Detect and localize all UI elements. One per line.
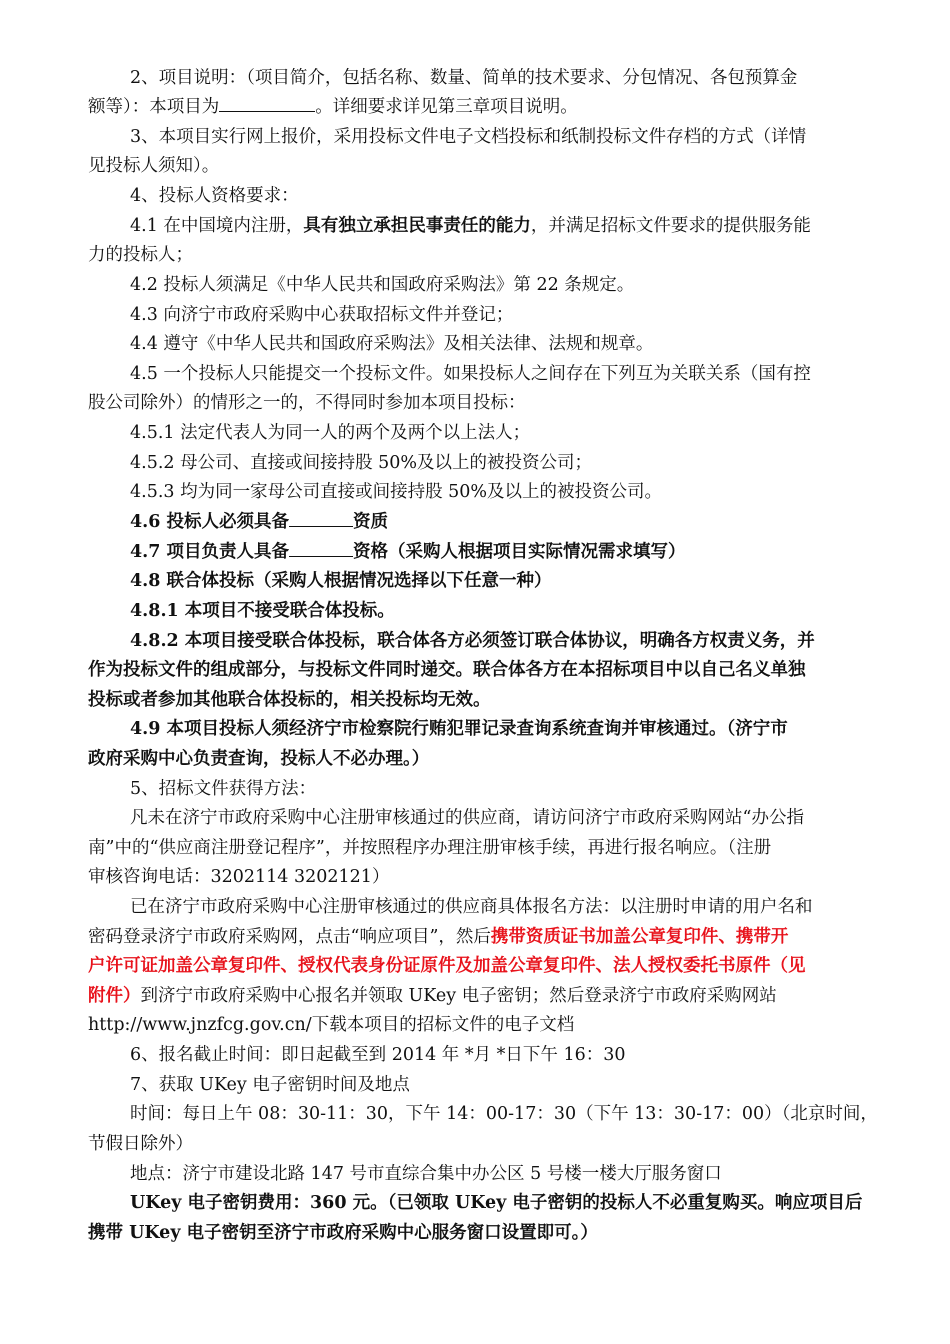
text: 4.5 一个投标人只能提交一个投标文件。如果投标人之间存在下列互为关联关系（国有控 <box>130 364 811 384</box>
item-5-para-1 <box>130 804 804 832</box>
item-7-heading <box>130 1071 410 1099</box>
text: 额等）：本项目为 <box>88 97 220 117</box>
item-4-6 <box>130 508 388 536</box>
item-4-8-2 <box>130 627 815 655</box>
text: 到济宁市政府采购中心报名并领取 UKey 电子密钥；然后登录济宁市政府采购网站 <box>140 986 777 1006</box>
red-highlight-text: 携带资质证书加盖公章复印件、携带开 <box>490 927 789 947</box>
item-5-para-1-cont-2 <box>88 863 389 891</box>
item-3-online-quote <box>130 123 806 151</box>
item-4-8-2-cont <box>88 656 806 684</box>
text: http://www.jnzfcg.gov.cn/下载本项目的招标文件的电子文档 <box>88 1015 575 1035</box>
text: 见投标人须知）。 <box>88 156 220 176</box>
text: 4.4 遵守《中华人民共和国政府采购法》及相关法律、法规和规章。 <box>130 334 654 354</box>
text: 4.1 在中国境内注册， <box>130 216 304 236</box>
text: 4.2 投标人须满足《中华人民共和国政府采购法》第 22 条规定。 <box>130 275 635 295</box>
item-7-location <box>130 1160 722 1188</box>
text: 地点：济宁市建设北路 147 号市直综合集中办公区 5 号楼一楼大厅服务窗口 <box>130 1164 722 1184</box>
item-6-deadline <box>130 1041 626 1069</box>
text: 4.5.3 均为同一家母公司直接或间接持股 50%及以上的被投资公司。 <box>130 482 663 502</box>
item-5-para-2-cont-2 <box>88 952 806 980</box>
text: 凡未在济宁市政府采购中心注册审核通过的供应商，请访问济宁市政府采购网站“办公指 <box>130 808 804 828</box>
text: 7、获取 UKey 电子密钥时间及地点 <box>130 1075 410 1095</box>
text: 时间：每日上午 08：30-11：30，下午 14：00-17：30（下午 13：30-17：00）（北京时间， <box>130 1104 878 1124</box>
text: 4.8.1 本项目不接受联合体投标。 <box>130 601 395 621</box>
item-7-time-cont <box>88 1130 193 1158</box>
item-4-5-1 <box>130 419 530 447</box>
text: 南”中的“供应商注册登记程序”，并按照程序办理注册审核手续，再进行报名响应。（注册 <box>88 838 772 858</box>
text: 资质 <box>353 512 389 532</box>
website-url <box>88 1011 574 1039</box>
text: ，并满足招标文件要求的提供服务能 <box>530 216 811 236</box>
item-5-para-2 <box>130 893 813 921</box>
text: 4.5.1 法定代表人为同一人的两个及两个以上法人； <box>130 423 531 443</box>
text: 4.8 联合体投标（采购人根据情况选择以下任意一种） <box>130 571 552 591</box>
item-4-8-2-cont-2 <box>88 686 491 714</box>
red-highlight-text: 附件） <box>88 986 141 1006</box>
text: 投标或者参加其他联合体投标的，相关投标均无效。 <box>88 690 491 710</box>
item-5-para-2-cont <box>88 923 788 951</box>
text: 已在济宁市政府采购中心注册审核通过的供应商具体报名方法：以注册时申请的用户名和 <box>130 897 813 917</box>
item-4-5 <box>130 360 811 388</box>
item-4-8 <box>130 567 552 595</box>
text: 3、本项目实行网上报价，采用投标文件电子文档投标和纸制投标文件存档的方式（详情 <box>130 127 807 147</box>
bold-text: 具有独立承担民事责任的能力 <box>303 216 531 236</box>
item-5-para-2-cont-3 <box>88 982 777 1010</box>
text: 股公司除外）的情形之一的，不得同时参加本项目投标： <box>88 393 526 413</box>
fill-in-blank <box>219 93 315 112</box>
item-4-9 <box>130 715 788 743</box>
item-4-8-1 <box>130 597 395 625</box>
text: 节假日除外） <box>88 1134 193 1154</box>
text: 4.9 本项目投标人须经济宁市检察院行贿犯罪记录查询系统查询并审核通过。（济宁市 <box>130 719 788 739</box>
text: 5、招标文件获得方法： <box>130 779 317 799</box>
text: 携带 UKey 电子密钥至济宁市政府采购中心服务窗口设置即可。） <box>88 1223 598 1243</box>
ukey-fee <box>130 1189 862 1217</box>
item-2-project-desc <box>130 64 797 92</box>
text: UKey 电子密钥费用：360 元。（已领取 UKey 电子密钥的投标人不必重复购买。响应项目后 <box>130 1193 863 1213</box>
text: 资格（采购人根据项目实际情况需求填写） <box>353 542 686 562</box>
text: 4.8.2 本项目接受联合体投标，联合体各方必须签订联合体协议，明确各方权责义务，并 <box>130 631 815 651</box>
item-4-heading <box>130 182 299 210</box>
item-7-time <box>130 1100 878 1128</box>
item-4-9-cont <box>88 745 429 773</box>
item-4-4 <box>130 330 653 358</box>
text: 6、报名截止时间：即日起截至到 2014 年 *月 *日下午 16：30 <box>130 1045 626 1065</box>
item-5-heading <box>130 775 316 803</box>
item-5-para-1-cont <box>88 834 771 862</box>
text: 力的投标人； <box>88 245 193 265</box>
text: 。详细要求详见第三章项目说明。 <box>315 97 578 117</box>
text: 4.7 项目负责人具备 <box>130 542 290 562</box>
item-3-online-quote-cont <box>88 152 219 180</box>
fill-in-blank <box>289 538 353 557</box>
item-4-7 <box>130 538 686 566</box>
text: 政府采购中心负责查询，投标人不必办理。） <box>88 749 430 769</box>
item-4-1 <box>130 212 811 240</box>
item-4-3 <box>130 301 513 329</box>
item-2-project-desc-cont <box>88 93 578 121</box>
text: 4.5.2 母公司、直接或间接持股 50%及以上的被投资公司； <box>130 453 593 473</box>
item-4-1-cont <box>88 241 193 269</box>
text: 2、项目说明：（项目简介，包括名称、数量、简单的技术要求、分包情况、各包预算金 <box>130 68 798 88</box>
red-highlight-text: 户许可证加盖公章复印件、授权代表身份证原件及加盖公章复印件、法人授权委托书原件（见 <box>88 956 806 976</box>
ukey-fee-cont <box>88 1219 598 1247</box>
item-4-5-cont <box>88 389 526 417</box>
item-4-5-3 <box>130 478 662 506</box>
item-4-2 <box>130 271 634 299</box>
item-4-5-2 <box>130 449 592 477</box>
text: 作为投标文件的组成部分，与投标文件同时递交。联合体各方在本招标项目中以自己名义单独 <box>88 660 806 680</box>
fill-in-blank <box>289 508 353 527</box>
text: 4.6 投标人必须具备 <box>130 512 290 532</box>
text: 4、投标人资格要求： <box>130 186 299 206</box>
text: 4.3 向济宁市政府采购中心获取招标文件并登记； <box>130 305 514 325</box>
text: 审核咨询电话：3202114 3202121） <box>88 867 390 887</box>
text: 密码登录济宁市政府采购网，点击“响应项目”，然后 <box>88 927 491 947</box>
